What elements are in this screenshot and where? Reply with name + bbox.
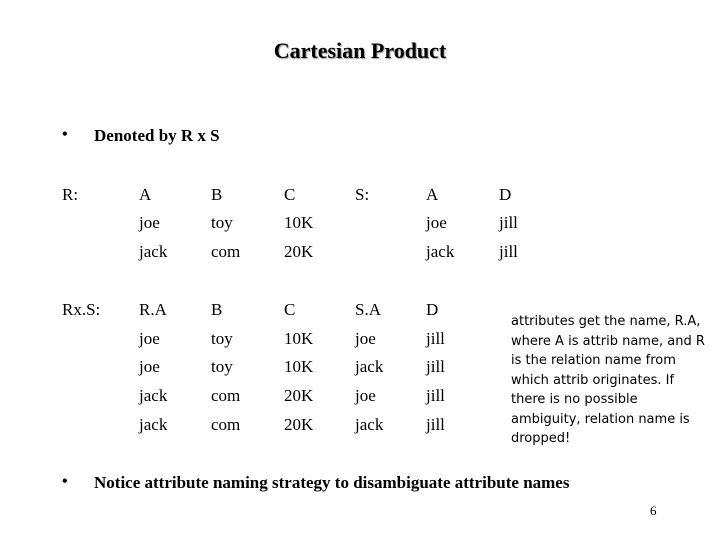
rxs-cell: jill [426, 386, 445, 405]
r-cell: jack [139, 242, 168, 261]
rxs-table-label: Rx.S: [62, 300, 101, 319]
rxs-cell: joe [139, 329, 160, 348]
bullet-marker: • [62, 473, 68, 490]
rxs-cell: com [211, 386, 241, 405]
rxs-header-d: D [426, 300, 439, 319]
slide-title: Cartesian Product [273, 38, 447, 63]
bullet-marker: • [62, 126, 68, 143]
r-header-b: B [211, 185, 223, 204]
r-cell: toy [211, 213, 233, 232]
rxs-cell: jill [426, 415, 445, 434]
r-cell: 10K [284, 213, 314, 232]
r-cell: 20K [284, 242, 314, 261]
rxs-cell: 20K [284, 386, 314, 405]
s-header-a: A [426, 185, 439, 204]
s-cell: jill [499, 213, 518, 232]
rxs-cell: joe [355, 329, 376, 348]
rxs-header-b: B [211, 300, 223, 319]
s-cell: jack [426, 242, 455, 261]
rxs-cell: jack [355, 415, 384, 434]
rxs-cell: jill [426, 329, 445, 348]
rxs-cell: jack [355, 357, 384, 376]
rxs-cell: jack [139, 386, 168, 405]
rxs-header-ra: R.A [139, 300, 167, 319]
s-cell: jill [499, 242, 518, 261]
rxs-cell: jill [426, 357, 445, 376]
rxs-cell: toy [211, 357, 233, 376]
rxs-cell: 10K [284, 357, 314, 376]
bullet-notice: Notice attribute naming strategy to disambiguate attribute names [94, 473, 570, 492]
rxs-cell: jack [139, 415, 168, 434]
rxs-header-sa: S.A [355, 300, 381, 319]
r-header-a: A [139, 185, 152, 204]
rxs-cell: com [211, 415, 241, 434]
rxs-cell: 10K [284, 329, 314, 348]
naming-note: attributes get the name, R.A, where A is attrib name, and R is the relation name from which attrib originates. If there is no possible ambiguity, relation name is dropped! [511, 314, 705, 446]
rxs-cell: joe [139, 357, 160, 376]
r-header-c: C [284, 185, 296, 204]
rxs-cell: joe [355, 386, 376, 405]
s-table-label: S: [355, 185, 370, 204]
rxs-header-c: C [284, 300, 296, 319]
s-header-d: D [499, 185, 512, 204]
s-cell: joe [426, 213, 447, 232]
bullet-denoted-by: Denoted by R x S [94, 126, 220, 145]
r-table-label: R: [62, 185, 79, 204]
r-cell: com [211, 242, 241, 261]
r-cell: joe [139, 213, 160, 232]
page-number: 6 [650, 503, 657, 518]
rxs-cell: 20K [284, 415, 314, 434]
rxs-cell: toy [211, 329, 233, 348]
